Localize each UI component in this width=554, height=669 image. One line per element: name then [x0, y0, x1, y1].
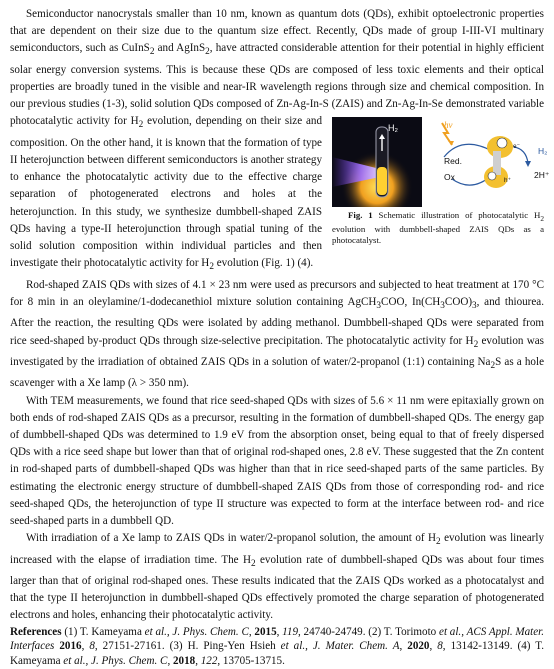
- vial-h2-label: H₂: [388, 123, 398, 134]
- paragraph-2: Rod-shaped ZAIS QDs with sizes of 4.1 × 23 nm were used as precursors and subjected to heat treatment at 170 °C for 8 min in an oleylamine/1-dodecanethiol mixture solution containing AgCH$_3$COO, $In(CH_3COO)_3$, and thiourea. After the reaction, the resulting QDs were isolated by adding methanol. Dumbbell-shaped QDs were separated from rice seed-shaped by-product QDs through size-selective precipitation. The photocatalytic activity for $H_2$ evolution was investigated by the irradiation of obtained ZAIS QDs in a solution of water/2-propanol (1:1) containing $Na_2S$ as a hole scavenger with a Xe lamp (λ > 350 nm).: [10, 278, 544, 390]
- figure-1: [332, 117, 550, 245]
- paragraph-1: Semiconductor nanocrystals smaller than 10 nm, known as quantum dots (QDs), exhibit optoelectronic properties that are dependent on their size due to the quantum size effect. Recently, QDs made of group I-III-VI multinary semiconductors, such as CuInS$_2$ and AgInS$_2$, have attracted considerable attention for their potential in highly efficient solar energy conversion systems. This is because these QDs are composed of less toxic elements and their optical properties are broadly tuned in the visible and near-IR wavelength regions through size and chemical composition. In our previous studies (1-3), solid solution QDs composed of Zn-Ag-In-S (ZAIS) and Zn-Ag-In-Se demonstrated variable photocatalytic activity for $H_2$ H₂ hν Red. Ox e⁻ h⁺ H₂ 2H⁺ Fig. 1 Schematic illustration of photocatalytic $H_2$ evolution with dumbbell-shaped ZAIS QDs as a photocatalyst. evolution, depending on their size and composition. On the other hand, it is known that the formation of type II heterojunction between different semiconductors is another strategy to enhance the photocatalytic activity due to the effective charge separation of photogenerated electrons and holes at the heterojunction. In this study, we synthesize dumbbell-shaped ZAIS QDs having a type-II heterojunction through spatial tuning of the solid solution composition within individual particles and then investigate their photocatalytic activity for $H_2$ evolution (Fig. 1) (4).: [10, 8, 550, 273]
- h2-product-label: H₂: [538, 146, 548, 157]
- hv-label: hν: [444, 120, 453, 131]
- mechanism-scheme: [422, 117, 550, 207]
- ox-label: Ox: [444, 172, 455, 183]
- proton-label: 2H⁺: [534, 170, 550, 181]
- hole-label: h⁺: [504, 177, 512, 185]
- paragraph-1-block: [10, 6, 550, 277]
- paragraph-4: With irradiation of a Xe lamp to ZAIS QDs in water/2-propanol solution, the amount of $H_2$ evolution was linearly increased with the elapse of irradiation time. The $H_2$ evolution rate of dumbbell-shaped QDs was about four times larger than that of original rod-shaped ones. These results indicated that the ZAIS QDs worked as a photocatalyst and that the type II heterojunction in dumbbell-shaped QDs effectively promoted the charge separation of photogenerated electrons and holes, enhancing their photocatalytic activity.: [10, 532, 544, 622]
- figure-1-caption: Fig. 1 Schematic illustration of photocatalytic $H_2$ evolution with dumbbell-shaped ZAIS QDs as a photocatalyst.: [332, 210, 544, 245]
- vial-photo: [332, 117, 422, 207]
- figure-1-image: [332, 117, 550, 207]
- paragraph-3: With TEM measurements, we found that rice seed-shaped QDs with sizes of 5.6 × 11 nm were epitaxially grown on both ends of rod-shaped ZAIS QDs as a precursor, resulting in the formation of dumbbell-shaped QDs. The energy gap of dumbbell-shaped QDs was determined to 1.9 eV from the absorption onset, being equal to that of freely dispersed QDs with a rice seed shape but lower than that of original rod-shaped ones, 2.8 eV. These suggested that the Zn content in rod-shaped parts of dumbbell-shaped QDs was higher than that in rice seed-shaped parts of the same particles. By estimating the electronic energy structure of dumbbell-shaped ZAIS QDs from those of corresponding rod- and rice seed-shaped QDs, the heterojunction of type II structure was expected to form at the interface between rod- and rice seed-shaped parts in a dumbbell QD.: [10, 394, 544, 527]
- electron-label: e⁻: [513, 143, 521, 151]
- references-label: References: [10, 625, 62, 638]
- red-label: Red.: [444, 156, 462, 167]
- references: References (1) T. Kameyama et al., J. Phys. Chem. C, 2015, 119, 24740-24749. (2) T. Torimoto et al., ACS Appl. Mater. Interfaces 2016, 8, 27151-27161. (3) H. Ping-Yen Hsieh et al., J. Mater. Chem. A, 2020, 8, 13142-13149. (4) T. Kameyama et al., J. Phys. Chem. C, 2018, 122, 13705-13715.: [10, 625, 545, 668]
